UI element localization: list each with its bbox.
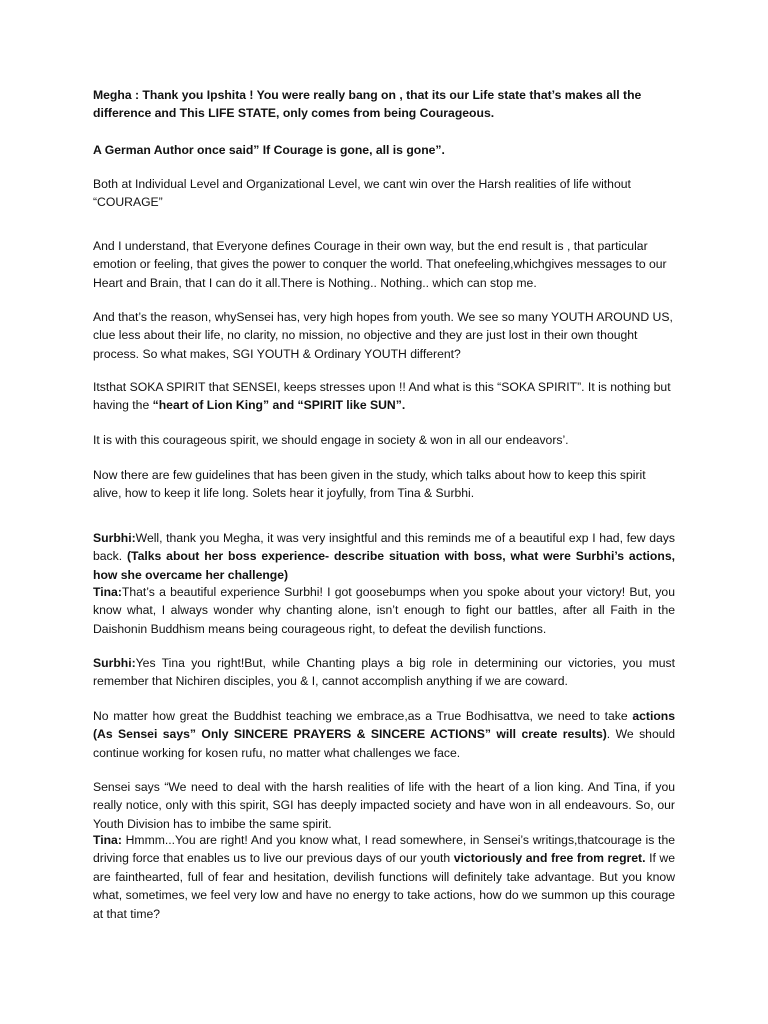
paragraph-text: Hmmm...You are right! And you know what, I read somewhere, in Sensei’s writings,thatcourage is the driving force that enables us to live our previous days of our youth (93, 833, 675, 866)
paragraph-text: Sensei says “We need to deal with the harsh realities of life with the heart of a lion king. And Tina, if you really notice, only with this spirit, SGI has deeply impacted society and have won in all endeavours. So, our Youth Division has to imbibe the same spirit. (93, 780, 675, 831)
paragraph-defines-courage (93, 237, 675, 292)
paragraph-german-author (93, 141, 675, 159)
paragraph-tina-goosebumps (93, 583, 675, 638)
paragraph-text: And I understand, that Everyone defines Courage in their own way, but the end result is , that particular emotion or feeling, that gives the power to conquer the world. That onefeeling,whichgives messages to our Heart and Brain, that I can do it all.There is Nothing.. Nothing.. which can stop me. (93, 239, 667, 290)
speaker-label: Surbhi: (93, 531, 136, 545)
paragraph-no-matter (93, 707, 675, 762)
paragraph-text: And that’s the reason, whySensei has, very high hopes from youth. We see so many YOUTH AROUND US, clue less about their life, no clarity, no mission, no objective and they are just lost in their own thought process. So what makes, SGI YOUTH & Ordinary YOUTH different? (93, 310, 673, 361)
paragraph-guidelines (93, 466, 675, 503)
speaker-label: Tina: (93, 833, 122, 847)
paragraph-courageous-spirit (93, 431, 675, 449)
paragraph-courage-levels (93, 175, 675, 212)
paragraph-tina-hmmm (93, 831, 675, 923)
paragraph-text: Itsthat SOKA SPIRIT that SENSEI, keeps stresses upon !! And what is this “SOKA SPIRIT”. It is nothing but having the (93, 380, 671, 413)
paragraph-bold-text: (Talks about her boss experience- describe situation with boss, what were Surbhi’s actions, how she overcame her challenge) (93, 549, 675, 582)
paragraph-bold-text: victoriously and free from regret. (453, 851, 646, 866)
paragraph-surbhi-chanting (93, 654, 675, 691)
paragraph-megha-intro (93, 86, 675, 123)
paragraph-bold-text: actions (As Sensei says” Only SINCERE PRAYERS & SINCERE ACTIONS” will create results) (93, 709, 675, 742)
speaker-label: Surbhi: (93, 656, 136, 670)
paragraph-text: Well, thank you Megha, it was very insightful and this reminds me of a beautiful exp I had, few days back. (93, 531, 675, 564)
paragraph-text: Megha : Thank you Ipshita ! You were really bang on , that its our Life state that’s makes all the difference and This LIFE STATE, only comes from being Courageous. (93, 88, 642, 121)
paragraph-text: A German Author once said” If Courage is gone, all is gone”. (93, 143, 445, 157)
paragraph-text: Both at Individual Level and Organizational Level, we cant win over the Harsh realities of life without “COURAGE” (93, 177, 631, 210)
paragraph-text: If we are fainthearted, full of fear and hesitation, devilish functions will definitely take advantage. But you know what, sometimes, we feel very low and have no energy to take actions, how do we summon up this courage at that time? (93, 851, 675, 921)
paragraph-text: No matter how great the Buddhist teaching we embrace,as a True Bodhisattva, we need to take (93, 709, 633, 723)
paragraph-soka-spirit (93, 378, 675, 415)
paragraph-text: That’s a beautiful experience Surbhi! I got goosebumps when you spoke about your victory! But, you know what, I always wonder why chanting alone, isn’t enough to fight our battles, after all Faith in the Daishonin Buddhism means being courageous right, to defeat the devilish functions. (93, 585, 675, 636)
paragraph-text: . We should continue working for kosen rufu, no matter what challenges we face. (93, 727, 675, 760)
paragraph-youth-hopes (93, 308, 675, 363)
paragraph-text: It is with this courageous spirit, we should engage in society & won in all our endeavors’. (93, 433, 569, 447)
speaker-label: Tina: (93, 585, 122, 599)
paragraph-text: Now there are few guidelines that has been given in the study, which talks about how to keep this spirit alive, how to keep it life long. Solets hear it joyfully, from Tina & Surbhi. (93, 468, 646, 501)
paragraph-sensei-says (93, 778, 675, 833)
paragraph-bold-text: “heart of Lion King” and “SPIRIT like SUN”. (152, 398, 406, 413)
paragraph-surbhi-experience (93, 529, 675, 584)
paragraph-text: Yes Tina you right!But, while Chanting plays a big role in determining our victories, you must remember that Nichiren disciples, you & I, cannot accomplish anything if we are coward. (93, 656, 675, 689)
